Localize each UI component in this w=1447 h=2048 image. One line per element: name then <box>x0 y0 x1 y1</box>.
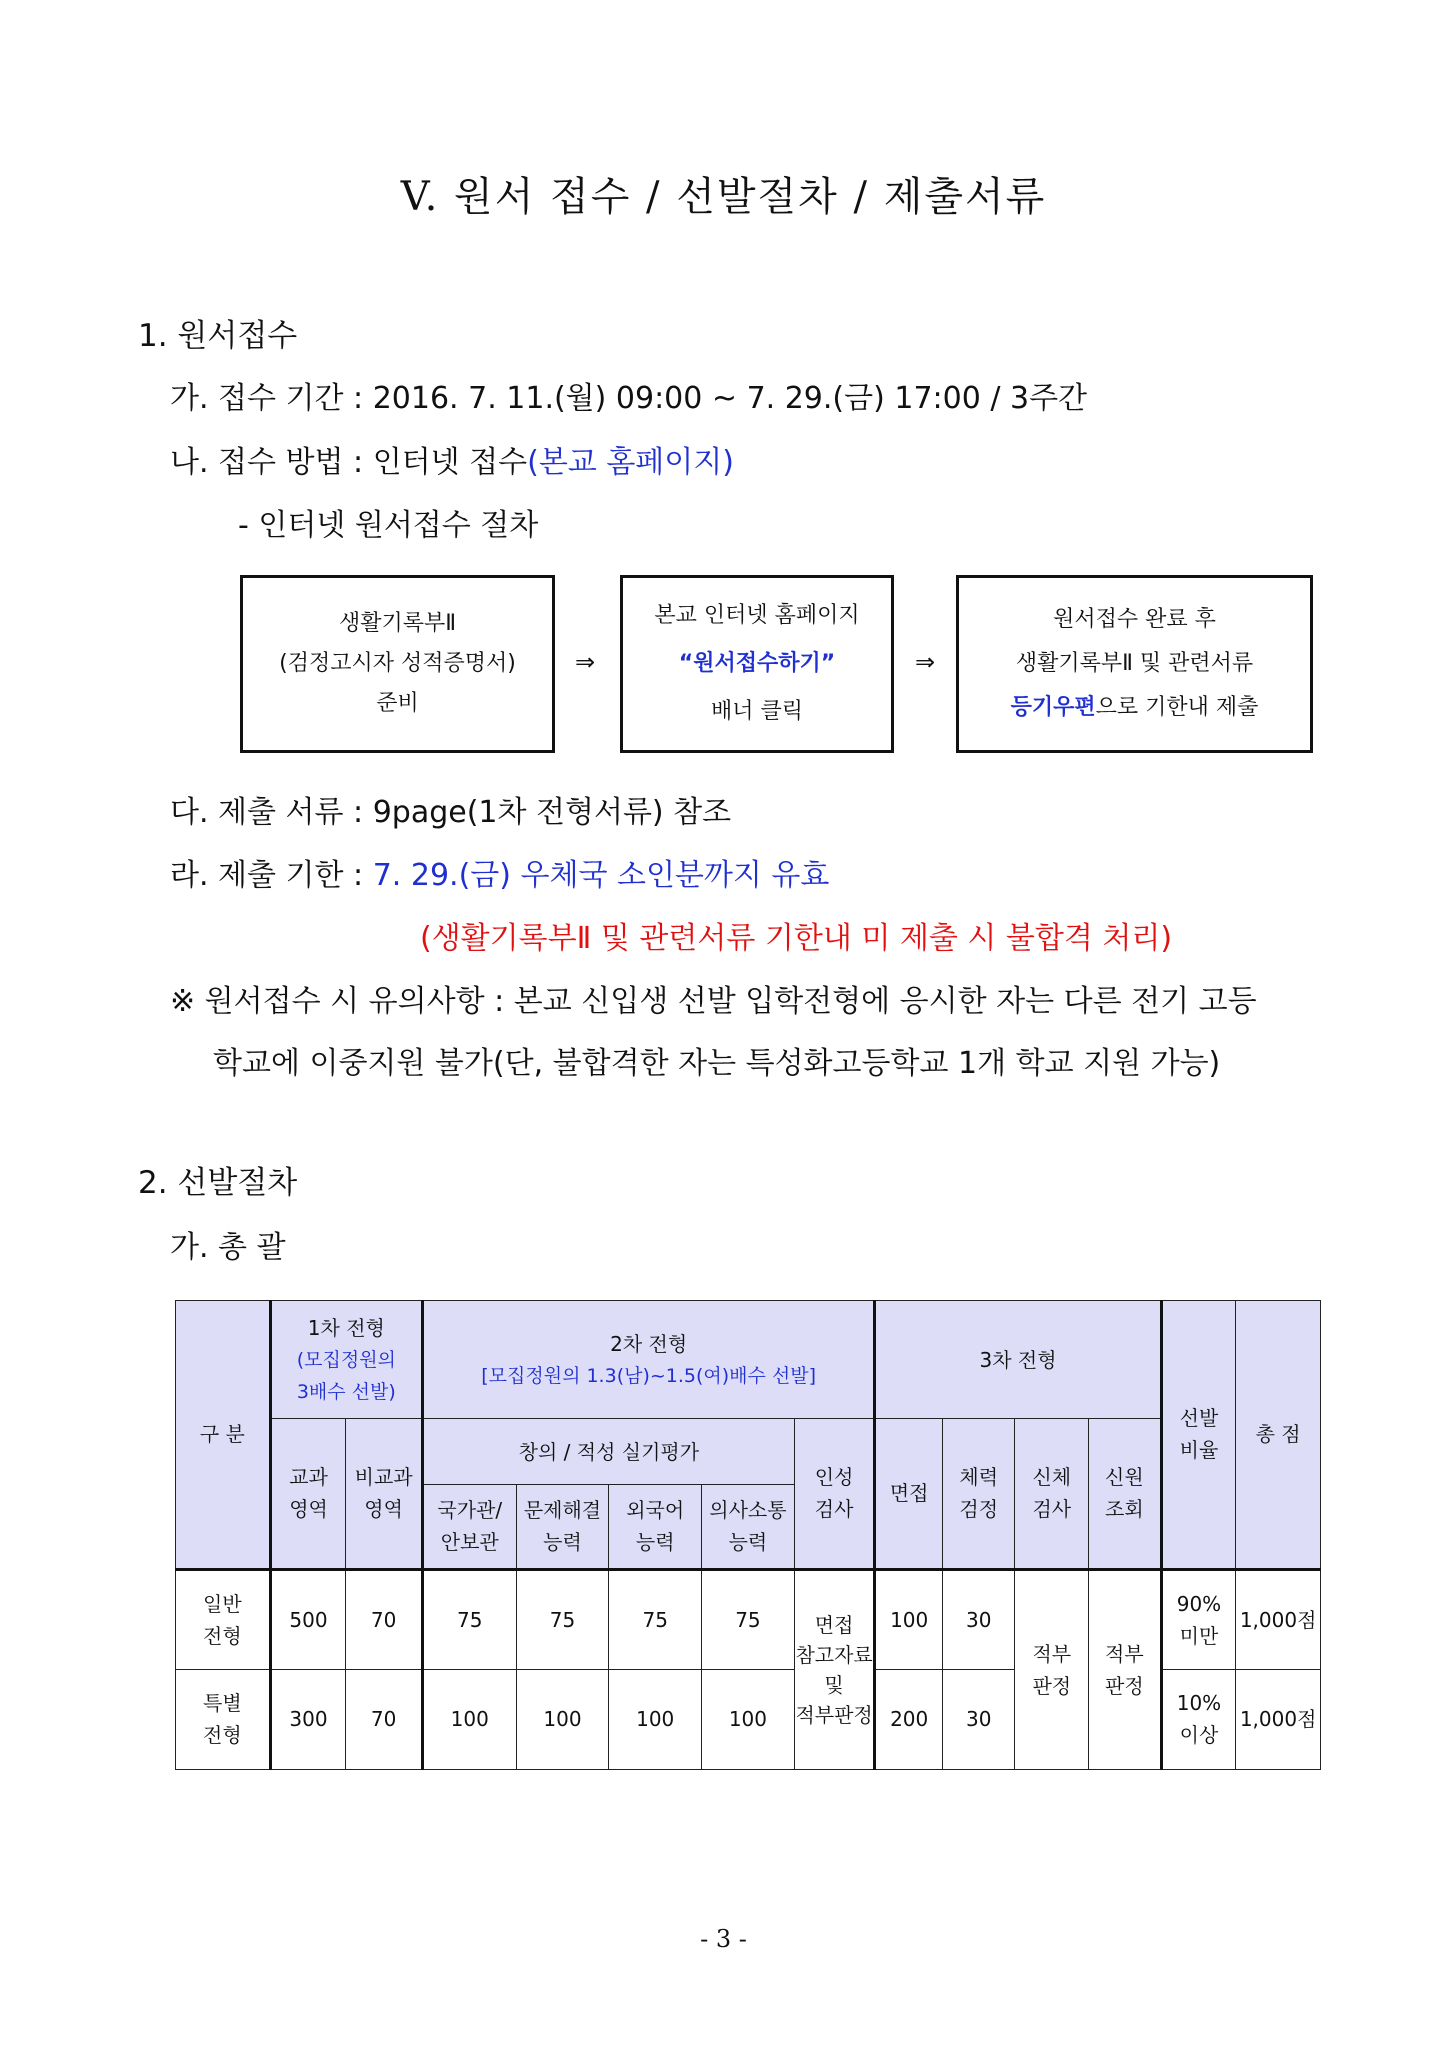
round2-note: [모집정원의 1.3(남)~1.5(여)배수 선발] <box>481 1364 817 1387</box>
header-ratio <box>1161 1301 1236 1570</box>
row-name-line: 전형 <box>203 1723 242 1748</box>
row-name-line: 일반 <box>203 1591 242 1616</box>
cell-total: 1,000점 <box>1236 1669 1321 1769</box>
character-note-line: 적부판정 <box>795 1702 873 1727</box>
c1-label: 안보관 <box>440 1530 499 1555</box>
background-label: 신원 <box>1105 1465 1144 1490</box>
physical-label: 신체 <box>1032 1465 1072 1490</box>
fitness-label: 검정 <box>959 1497 999 1522</box>
cell-physical-judge <box>1015 1569 1089 1769</box>
cell-interview: 200 <box>875 1669 943 1769</box>
flow-step-submit-line <box>1011 686 1259 730</box>
c4-label: 능력 <box>728 1530 768 1555</box>
selection-summary-table <box>175 1300 1321 1770</box>
flow-step-prepare <box>240 575 555 753</box>
page-title: V. 원서 접수 / 선발절차 / 제출서류 <box>400 174 1047 220</box>
cell-nonsubject: 70 <box>346 1669 423 1769</box>
judge-line: 판정 <box>1105 1673 1144 1698</box>
cell-character-note <box>794 1569 875 1769</box>
flow-step-prepare-line: 준비 <box>376 691 419 716</box>
deadline-label: 라. 제출 기한 : <box>170 858 373 893</box>
section2-subheading: 가. 총 괄 <box>170 1230 286 1265</box>
background-label: 조회 <box>1105 1497 1144 1522</box>
section2-heading: 2. 선발절차 <box>138 1165 298 1201</box>
header-total: 총 점 <box>1236 1301 1321 1570</box>
ratio-line: 90% <box>1176 1591 1222 1616</box>
deadline-text: 으로 기한내 제출 <box>1095 695 1259 720</box>
character-note-line: 면접 <box>814 1612 854 1637</box>
cell-ratio <box>1161 1569 1236 1669</box>
cell-subject: 300 <box>270 1669 346 1769</box>
cell-fitness: 30 <box>942 1669 1015 1769</box>
cell-c3: 75 <box>609 1569 702 1669</box>
deadline-value: 7. 29.(금) 우체국 소인분까지 유효 <box>372 858 830 893</box>
character-label: 검사 <box>814 1497 854 1522</box>
cell-fitness: 30 <box>942 1569 1015 1669</box>
subject-label: 영역 <box>289 1497 328 1522</box>
cell-c1: 75 <box>422 1569 516 1669</box>
c2-label: 문제해결 <box>523 1498 602 1523</box>
row-name <box>176 1569 271 1669</box>
flow-step-homepage-line: 본교 인터넷 홈페이지 <box>654 603 860 628</box>
fitness-label: 체력 <box>959 1465 999 1490</box>
header-round1 <box>270 1301 422 1419</box>
header-background <box>1089 1419 1162 1569</box>
registered-mail-text: 등기우편 <box>1010 695 1096 720</box>
header-subject <box>270 1419 346 1569</box>
submission-documents: 다. 제출 서류 : 9page(1차 전형서류) 참조 <box>170 795 732 830</box>
row-name-line: 전형 <box>203 1623 242 1648</box>
procedure-label: - 인터넷 원서접수 절차 <box>238 508 539 543</box>
ratio-line: 10% <box>1176 1691 1222 1716</box>
header-c1 <box>422 1485 516 1569</box>
flow-step-homepage-line: 배너 클릭 <box>710 699 803 724</box>
c1-label: 국가관/ <box>437 1498 503 1523</box>
cell-c2: 75 <box>516 1569 609 1669</box>
nonsubject-label: 비교과 <box>354 1465 413 1490</box>
submission-deadline <box>170 850 829 894</box>
header-nonsubject <box>346 1419 423 1569</box>
judge-line: 적부 <box>1032 1641 1072 1666</box>
physical-label: 검사 <box>1032 1497 1072 1522</box>
header-creativity: 창의 / 적성 실기평가 <box>422 1419 794 1485</box>
flow-step-prepare-line: 생활기록부Ⅱ <box>338 611 457 636</box>
round1-note: 3배수 선발) <box>296 1380 396 1403</box>
cell-interview: 100 <box>875 1569 943 1669</box>
flow-step-submit-line: 생활기록부Ⅱ 및 관련서류 <box>1015 651 1254 676</box>
apply-banner-text: “원서접수하기” <box>678 651 836 676</box>
flow-arrow-icon: ⇒ <box>575 648 596 676</box>
header-gubun: 구 분 <box>176 1301 271 1570</box>
judge-line: 적부 <box>1105 1641 1144 1666</box>
header-c4 <box>702 1485 795 1569</box>
header-character <box>794 1419 875 1569</box>
ratio-line: 미만 <box>1179 1623 1219 1648</box>
header-physical <box>1015 1419 1089 1569</box>
deadline-warning: (생활기록부Ⅱ 및 관련서류 기한내 미 제출 시 불합격 처리) <box>420 921 1173 956</box>
row-name <box>176 1669 271 1769</box>
header-round2 <box>422 1301 875 1419</box>
ratio-label: 선발 <box>1179 1406 1219 1431</box>
character-note-line: 및 <box>824 1672 844 1697</box>
flow-step-prepare-line: (검정고시자 성적증명서) <box>279 651 516 676</box>
cell-total: 1,000점 <box>1236 1569 1321 1669</box>
application-period: 가. 접수 기간 : 2016. 7. 11.(월) 09:00 ~ 7. 29.(금) 17:00 / 3주간 <box>170 381 1088 416</box>
flow-step-submit <box>956 575 1313 753</box>
cell-c3: 100 <box>609 1669 702 1769</box>
table-row <box>176 1569 1321 1669</box>
c3-label: 외국어 <box>626 1498 685 1523</box>
ratio-line: 이상 <box>1179 1723 1219 1748</box>
header-c3 <box>609 1485 702 1569</box>
round1-title: 1차 전형 <box>307 1315 385 1340</box>
c2-label: 능력 <box>543 1530 582 1555</box>
header-c2 <box>516 1485 609 1569</box>
method-text: 나. 접수 방법 : 인터넷 접수 <box>170 445 528 480</box>
header-interview: 면접 <box>875 1419 943 1569</box>
ratio-label: 비율 <box>1179 1438 1219 1463</box>
header-round3: 3차 전형 <box>875 1301 1161 1419</box>
round2-title: 2차 전형 <box>610 1331 688 1356</box>
flow-step-submit-line: 원서접수 완료 후 <box>1053 607 1216 632</box>
notice-line-2: 학교에 이중지원 불가(단, 불합격한 자는 특성화고등학교 1개 학교 지원 가능) <box>213 1046 1221 1081</box>
character-note-line: 참고자료 <box>795 1642 873 1667</box>
application-method <box>170 437 734 481</box>
cell-c4: 75 <box>702 1569 795 1669</box>
judge-line: 판정 <box>1032 1673 1072 1698</box>
c4-label: 의사소통 <box>709 1498 787 1523</box>
character-label: 인성 <box>814 1465 854 1490</box>
section1-heading: 1. 원서접수 <box>138 318 298 354</box>
c3-label: 능력 <box>635 1530 675 1555</box>
cell-nonsubject: 70 <box>346 1569 423 1669</box>
cell-c4: 100 <box>702 1669 795 1769</box>
page-number: - 3 - <box>700 1925 747 1953</box>
flow-step-homepage <box>620 575 894 753</box>
cell-c1: 100 <box>422 1669 516 1769</box>
cell-c2: 100 <box>516 1669 609 1769</box>
flow-arrow-icon: ⇒ <box>915 648 936 676</box>
cell-ratio <box>1161 1669 1236 1769</box>
header-fitness <box>942 1419 1015 1569</box>
cell-subject: 500 <box>270 1569 346 1669</box>
row-name-line: 특별 <box>203 1691 242 1716</box>
method-homepage: (본교 홈페이지) <box>527 445 734 480</box>
subject-label: 교과 <box>289 1465 328 1490</box>
cell-background-judge <box>1089 1569 1162 1769</box>
notice-line-1: ※ 원서접수 시 유의사항 : 본교 신입생 선발 입학전형에 응시한 자는 다른 전기 고등 <box>170 984 1257 1019</box>
nonsubject-label: 영역 <box>364 1497 403 1522</box>
round1-note: (모집정원의 <box>296 1348 396 1371</box>
